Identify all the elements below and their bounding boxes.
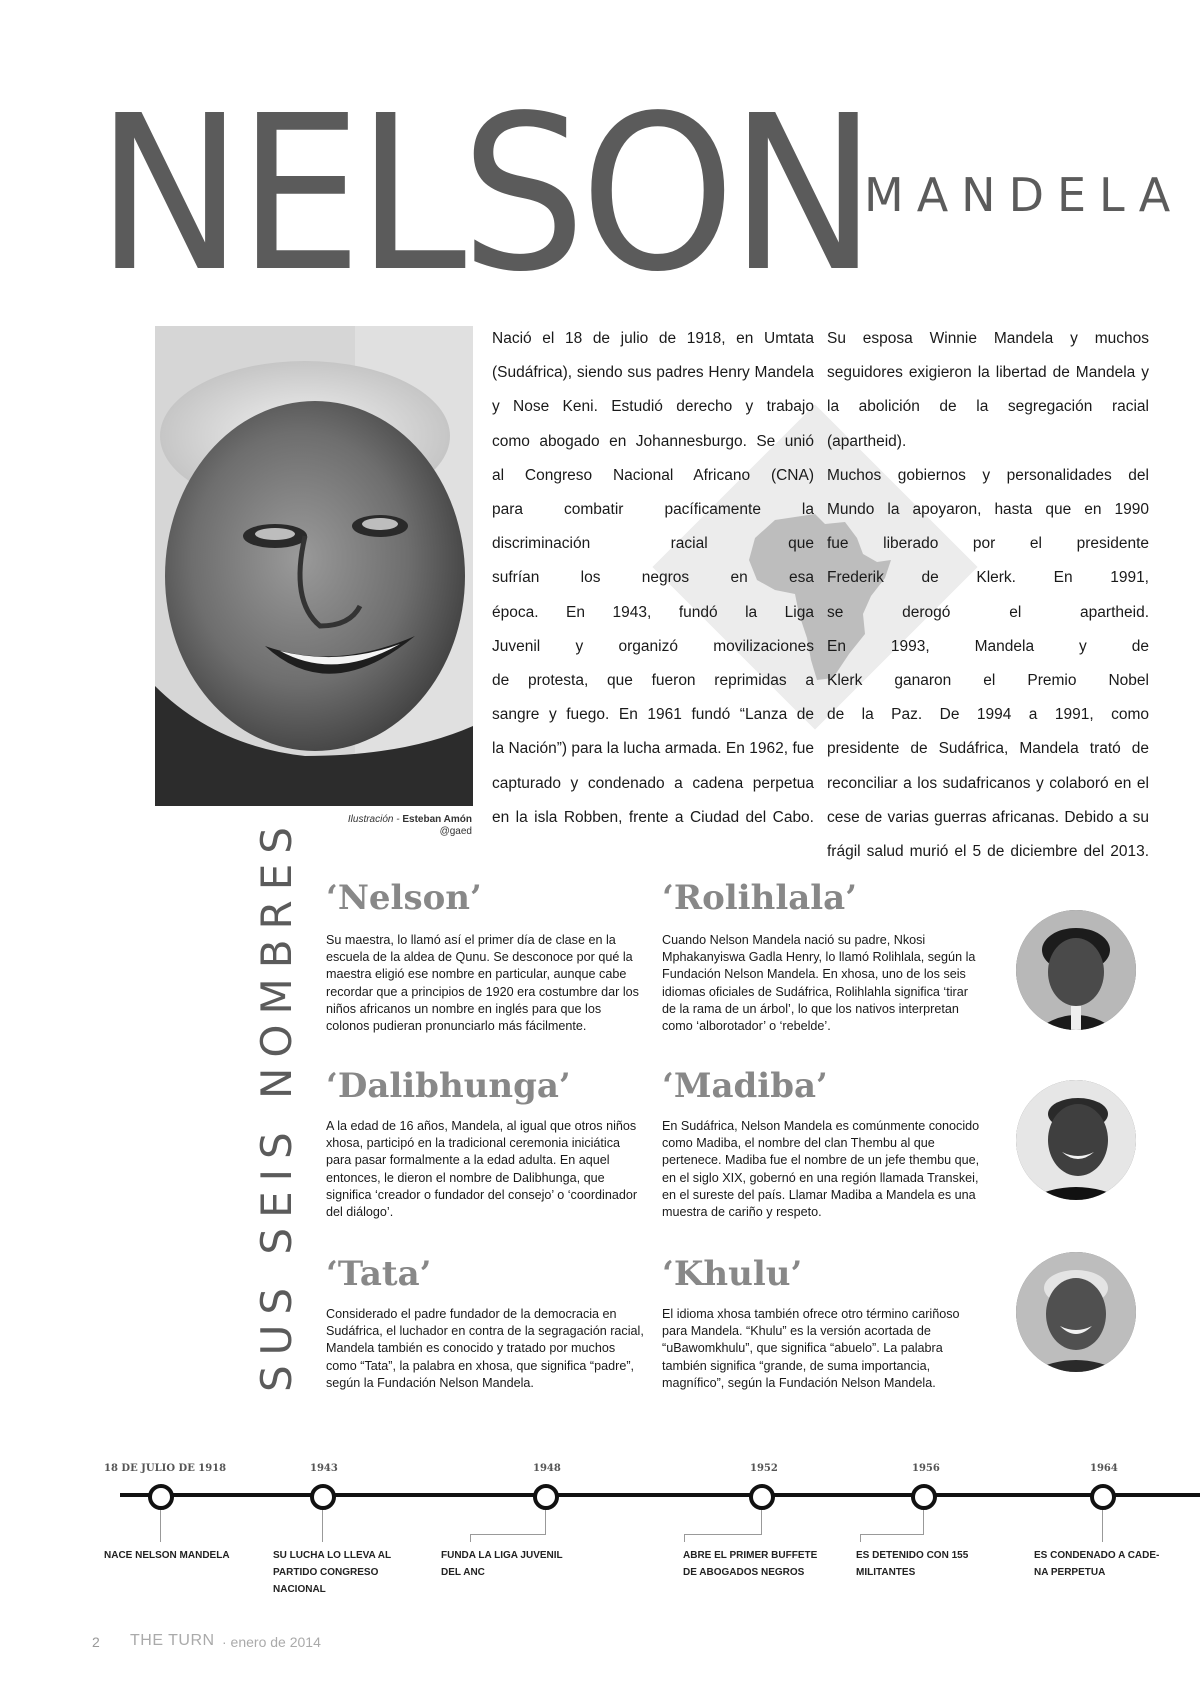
timeline-year-1943: 1943: [310, 1463, 338, 1474]
bio-line: Juvenil y organizó movilizaciones: [492, 637, 814, 655]
bio-line: presidente de Sudáfrica, Mandela trató de: [827, 740, 1149, 758]
timeline-dot: [533, 1484, 559, 1510]
bio-line: se derogó el apartheid.: [827, 603, 1149, 621]
bio-line: Mundo la apoyaron, hasta que en 1990: [827, 501, 1149, 519]
timeline-dot: [1090, 1484, 1116, 1510]
timeline-connector: [684, 1510, 762, 1535]
photo-mandela-smiling: [1016, 1080, 1136, 1200]
name-text-khulu: El idioma xhosa también ofrece otro término cariñoso para Mandela. “Khulu” es la versión acortada de “uBawomkhulu”, que significa “abuelo”. La palabra también significa “grande, de suma importancia, magnífico”, según la Fundación Nelson Mandela.: [662, 1307, 960, 1390]
timeline-dot: [310, 1484, 336, 1510]
name-text-tata: Considerado el padre fundador de la democracia en Sudáfrica, el luchador en contra de la segragación racial, Mandela también es conocido y tratado por muchos como “Tata”, la palabra en xhosa, que significa “padre”, según la Fundación Nelson Mandela.: [326, 1307, 644, 1390]
photo-mandela-elder: [1016, 1252, 1136, 1372]
name-text-nelson: Su maestra, lo llamó así el primer día de clase en la escuela de la aldea de Qunu. Se desconoce por qué la maestra eligió ese nombre en particular, aunque cabe recordar que a principios de 1920 era costumbre dar los niños africanos un nombre en inglés para que los colonos pudieran pronunciarlo más fácilmente.: [326, 933, 639, 1034]
timeline-connector: [160, 1510, 161, 1542]
timeline-label-1956: ES DETENIDO CON 155 MILITANTES: [856, 1550, 969, 1578]
bio-column-left: [492, 322, 814, 835]
timeline-year-1964: 1964: [1090, 1463, 1118, 1474]
bio-line: cese de varias guerras africanas. Debido a su: [827, 808, 1149, 826]
timeline-connector: [322, 1510, 323, 1542]
portrait-illustration: [155, 326, 473, 806]
timeline-label-1943: SU LUCHA LO LLEVA AL PARTIDO CONGRESO NACIONAL: [273, 1550, 391, 1595]
timeline-dot: [749, 1484, 775, 1510]
bio-line: la Nación”) para la lucha armada. En 1962, fue: [492, 740, 814, 758]
bio-column-right: [827, 322, 1149, 869]
bio-line: Frederik de Klerk. En 1991,: [827, 569, 1149, 587]
timeline-connector: [860, 1534, 861, 1542]
bio-line: Su esposa Winnie Mandela y muchos: [827, 330, 1149, 347]
bio-line: (Sudáfrica), siendo sus padres Henry Mandela: [492, 364, 814, 382]
timeline-connector: [470, 1510, 546, 1535]
timeline-year-1948: 1948: [533, 1463, 561, 1474]
footer-magazine-name: THE TURN: [130, 1632, 215, 1649]
bio-line: en la isla Robben, frente a Ciudad del Cabo.: [492, 808, 814, 826]
section-title-vertical: SUS SEIS NOMBRES: [252, 817, 301, 1392]
timeline-label-1952: ABRE EL PRIMER BUFFETE DE ABOGADOS NEGROS: [683, 1550, 818, 1578]
timeline-connector: [860, 1510, 924, 1535]
timeline-year-1918: 18 DE JULIO DE 1918: [104, 1463, 227, 1474]
credit-prefix: Ilustración -: [347, 814, 403, 825]
timeline-dot: [911, 1484, 937, 1510]
page-title: NELSON: [96, 70, 872, 319]
bio-line: sufrían los negros en esa: [492, 569, 814, 587]
bio-line: fue liberado por el presidente: [827, 535, 1149, 553]
bio-line: de la Paz. De 1994 a 1991, como: [827, 706, 1149, 724]
name-text-madiba: En Sudáfrica, Nelson Mandela es comúnmente conocido como Madiba, el nombre del clan Thembu al que pertenece. Madiba fue el nombre de un jefe thembu que, en el siglo XIX, gobernó en una región llamada Transkei, en el sureste del país. Llamar Madiba a Mandela es una muestra de cariño y respeto.: [662, 1119, 980, 1220]
bio-line: sangre y fuego. En 1961 fundó “Lanza de: [492, 706, 814, 724]
bio-line: capturado y condenado a cadena perpetua: [492, 774, 814, 792]
bio-line: época. En 1943, fundó la Liga: [492, 603, 814, 621]
bio-line: En 1993, Mandela y de: [827, 637, 1149, 655]
page-subtitle: MANDELA: [864, 168, 1184, 222]
timeline-dot: [148, 1484, 174, 1510]
illustration-credit: [330, 814, 472, 838]
bio-line: para combatir pacíficamente la: [492, 501, 814, 519]
timeline-year-1956: 1956: [912, 1463, 940, 1474]
timeline-line: [120, 1493, 1200, 1497]
footer-page-number: 2: [92, 1634, 100, 1650]
name-text-rolihlala: Cuando Nelson Mandela nació su padre, Nkosi Mphakanyiswa Gadla Henry, lo llamó Rolihlala, según la Fundación Nelson Mandela. En xhosa, uno de los seis idiomas oficiales de Sudáfrica, Rolihlahla significa ‘tirar de la rama de un árbol’, lo que los nativos interpretan como ‘alborotador’ o ‘rebelde’.: [662, 933, 976, 1034]
portrait-drawing: [155, 326, 473, 806]
bio-line: Nació el 18 de julio de 1918, en Umtata: [492, 330, 814, 347]
timeline-connector: [684, 1534, 685, 1542]
name-title-rolihlala: ‘Rolihlala’: [662, 878, 858, 918]
credit-name: Esteban Amón: [402, 814, 472, 825]
timeline-connector: [470, 1534, 471, 1542]
bio-line: Muchos gobiernos y personalidades del: [827, 466, 1149, 484]
name-title-nelson: ‘Nelson’: [326, 878, 482, 918]
name-title-madiba: ‘Madiba’: [662, 1066, 828, 1106]
bio-line: discriminación racial que: [492, 535, 814, 553]
timeline-connector: [1102, 1510, 1103, 1542]
timeline-label-1964: ES CONDENADO A CADE- NA PERPETUA: [1034, 1550, 1160, 1578]
timeline-label-1918: NACE NELSON MANDELA: [104, 1550, 230, 1561]
name-title-tata: ‘Tata’: [326, 1254, 432, 1294]
timeline-year-1952: 1952: [750, 1463, 778, 1474]
name-title-dalibhunga: ‘Dalibhunga’: [326, 1066, 571, 1106]
bio-line: Klerk ganaron el Premio Nobel: [827, 672, 1149, 690]
footer-date: · enero de 2014: [222, 1634, 321, 1650]
bio-line: de protesta, que fueron reprimidas a: [492, 672, 814, 690]
name-text-dalibhunga: A la edad de 16 años, Mandela, al igual que otros niños xhosa, participó en la tradicional ceremonia iniciática para pasar formalmente a la edad adulta. En aquel entonces, le dieron el nombre de Dalibhunga, que significa ‘creador o fundador del consejo’ o ‘coordinador del diálogo’.: [326, 1119, 638, 1220]
bio-line: reconciliar a los sudafricanos y colaboró en el: [827, 774, 1149, 792]
bio-line: la abolición de la segregación racial (apartheid).: [827, 398, 1149, 450]
photo-young-mandela: [1016, 910, 1136, 1030]
bio-line: como abogado en Johannesburgo. Se unió: [492, 432, 814, 450]
credit-handle: @gaed: [439, 826, 472, 837]
bio-line: frágil salud murió el 5 de diciembre del 2013.: [827, 843, 1149, 861]
bio-line: y Nose Keni. Estudió derecho y trabajo: [492, 398, 814, 416]
name-title-khulu: ‘Khulu’: [662, 1254, 803, 1294]
bio-line: al Congreso Nacional Africano (CNA): [492, 466, 814, 484]
timeline-label-1948: FUNDA LA LIGA JUVENIL DEL ANC: [441, 1550, 563, 1578]
bio-line: seguidores exigieron la libertad de Mandela y: [827, 364, 1149, 382]
